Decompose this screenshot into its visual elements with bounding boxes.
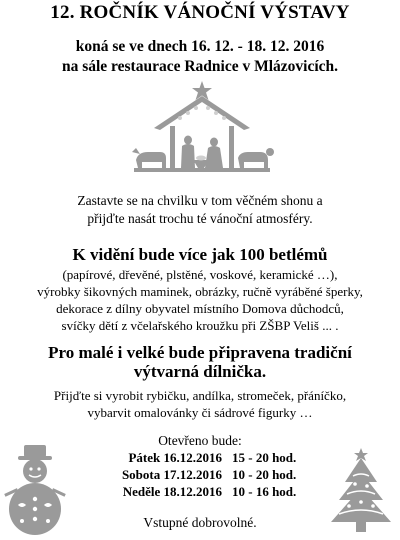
workshop-heading: výtvarná dílnička. xyxy=(133,362,267,381)
event-venue: na sále restaurace Radnice v Mlázovicích. xyxy=(61,58,339,75)
exhibits-line: (papírové, dřevěné, plstěné, voskové, keramické …), xyxy=(62,267,338,282)
schedule-row xyxy=(100,450,360,466)
poster-title: 12. ROČNÍK VÁNOČNÍ VÝSTAVY xyxy=(50,2,350,23)
schedule-time: 15 - 20 hod. xyxy=(232,450,297,465)
exhibits-line: výrobky šikovných maminek, obrázky, ručně vyráběné šperky, xyxy=(37,284,363,299)
opening-hours-label: Otevřeno bude: xyxy=(158,433,242,448)
exhibits-line: svíčky dětí z včelařského kroužku při ZŠBP Veliš ... . xyxy=(61,318,339,333)
snowman-icon xyxy=(2,443,68,537)
intro-line: Zastavte se na chvilku v tom věčném shonu a xyxy=(77,193,323,208)
intro-line: přijďte nasát trochu té vánoční atmosféry. xyxy=(87,211,313,226)
workshop-line: Přijďte si vyrobit rybičku, andílka, stromeček, přáníčko, xyxy=(53,388,347,403)
schedule-day: Pátek 16.12.2016 xyxy=(128,450,222,465)
workshop-heading: Pro malé i velké bude připravena tradiční xyxy=(48,343,352,362)
schedule-time: 10 - 20 hod. xyxy=(232,467,297,482)
workshop-line: vybarvit omalovánky či sádrové figurky … xyxy=(87,405,313,420)
exhibits-line: dekorace z dílny obyvatel místního Domova důchodců, xyxy=(56,301,344,316)
nativity-scene-icon xyxy=(128,80,276,178)
event-dates: koná se ve dnech 16. 12. - 18. 12. 2016 xyxy=(75,38,325,55)
schedule-row xyxy=(100,467,360,483)
schedule-row xyxy=(100,484,360,500)
christmas-tree-icon xyxy=(325,448,397,536)
entry-fee-note: Vstupné dobrovolné. xyxy=(143,515,257,530)
exhibits-heading: K vidění bude více jak 100 betlémů xyxy=(72,245,328,264)
schedule-time: 10 - 16 hod. xyxy=(232,484,297,499)
schedule-day: Neděle 18.12.2016 xyxy=(122,484,222,499)
schedule-day: Sobota 17.12.2016 xyxy=(121,467,222,482)
